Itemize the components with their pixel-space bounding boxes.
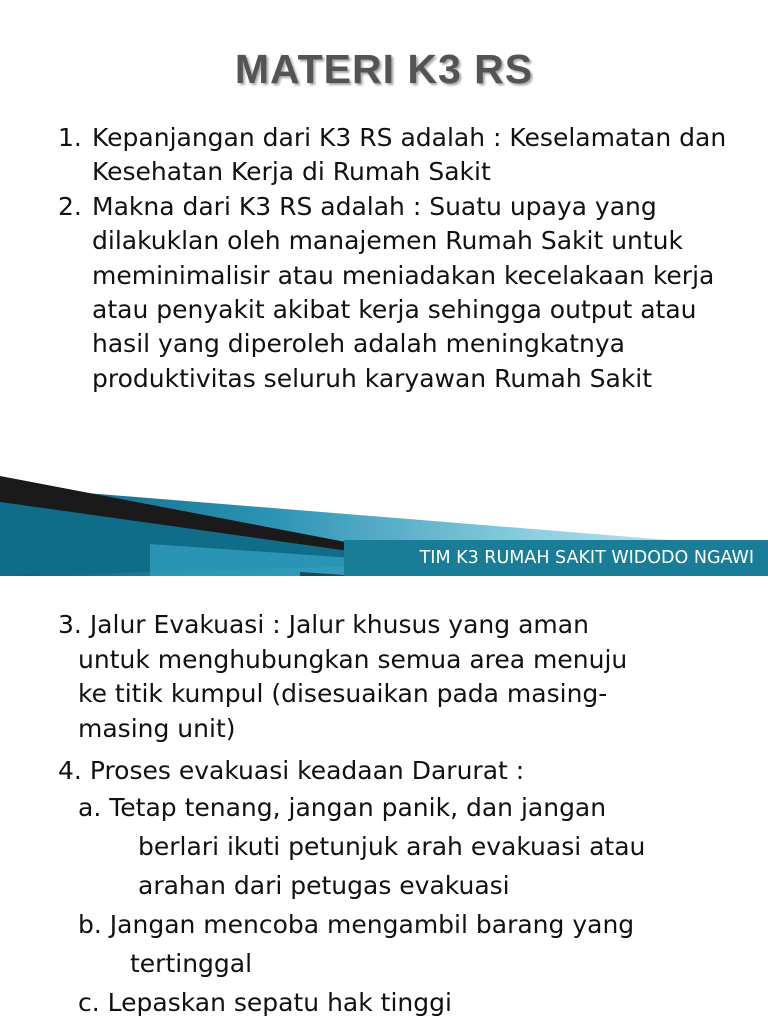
- evacuation-route-item: [58, 608, 627, 746]
- sub-item-label: c.: [78, 988, 100, 1017]
- item-number: 1.: [58, 123, 82, 152]
- list-item: [58, 121, 748, 190]
- sub-item-b: [78, 905, 634, 983]
- sub-item-text-line: Tetap tenang, jangan panik, dan jangan: [109, 793, 607, 822]
- item-text-line: masing unit): [78, 713, 236, 743]
- sub-item-a: [78, 788, 645, 905]
- sub-item-text-line: berlari ikuti petunjuk arah evakuasi atau: [138, 832, 646, 861]
- item-number: 2.: [58, 191, 82, 221]
- sub-item-text-line: Jangan mencoba mengambil barang yang: [109, 910, 635, 939]
- sub-item-text: Lepaskan sepatu hak tinggi: [107, 988, 452, 1017]
- sub-item-text-line: tertinggal: [130, 949, 253, 978]
- item-number: 4.: [58, 756, 82, 785]
- item-text-line: ke titik kumpul (disesuaikan pada masing-: [78, 679, 608, 708]
- sub-item-label: a.: [78, 793, 102, 822]
- slide-title: MATERI K3 RS: [234, 46, 534, 92]
- footer-organization: TIM K3 RUMAH SAKIT WIDODO NGAWI: [344, 540, 768, 576]
- sub-item-label: b.: [78, 910, 102, 939]
- slide-evacuation: [0, 576, 768, 1024]
- definition-list: [58, 121, 748, 396]
- list-item: [58, 190, 748, 396]
- item-text: Makna dari K3 RS adalah : Suatu upaya yang dilakuklan oleh manajemen Rumah Sakit untuk meminimalisir atau meniadakan kecelakaan kerja atau penyakit akibat kerja sehingga output atau hasil yang diperoleh adalah meningkatnya produktivitas seluruh karyawan Rumah Sakit: [92, 191, 715, 393]
- item-text-line: Jalur Evakuasi : Jalur khusus yang aman: [89, 610, 589, 639]
- sub-item-c: [78, 983, 452, 1022]
- sub-item-text-line: arahan dari petugas evakuasi: [138, 871, 510, 900]
- item-text-line: untuk menghubungkan semua area menuju: [78, 644, 628, 674]
- item-text: Kepanjangan dari K3 RS adalah : Keselamatan dan Kesehatan Kerja di Rumah Sakit: [92, 123, 727, 187]
- item-text: Proses evakuasi keadaan Darurat :: [89, 756, 525, 785]
- evacuation-process-item: [58, 754, 524, 789]
- item-number: 3.: [58, 610, 82, 639]
